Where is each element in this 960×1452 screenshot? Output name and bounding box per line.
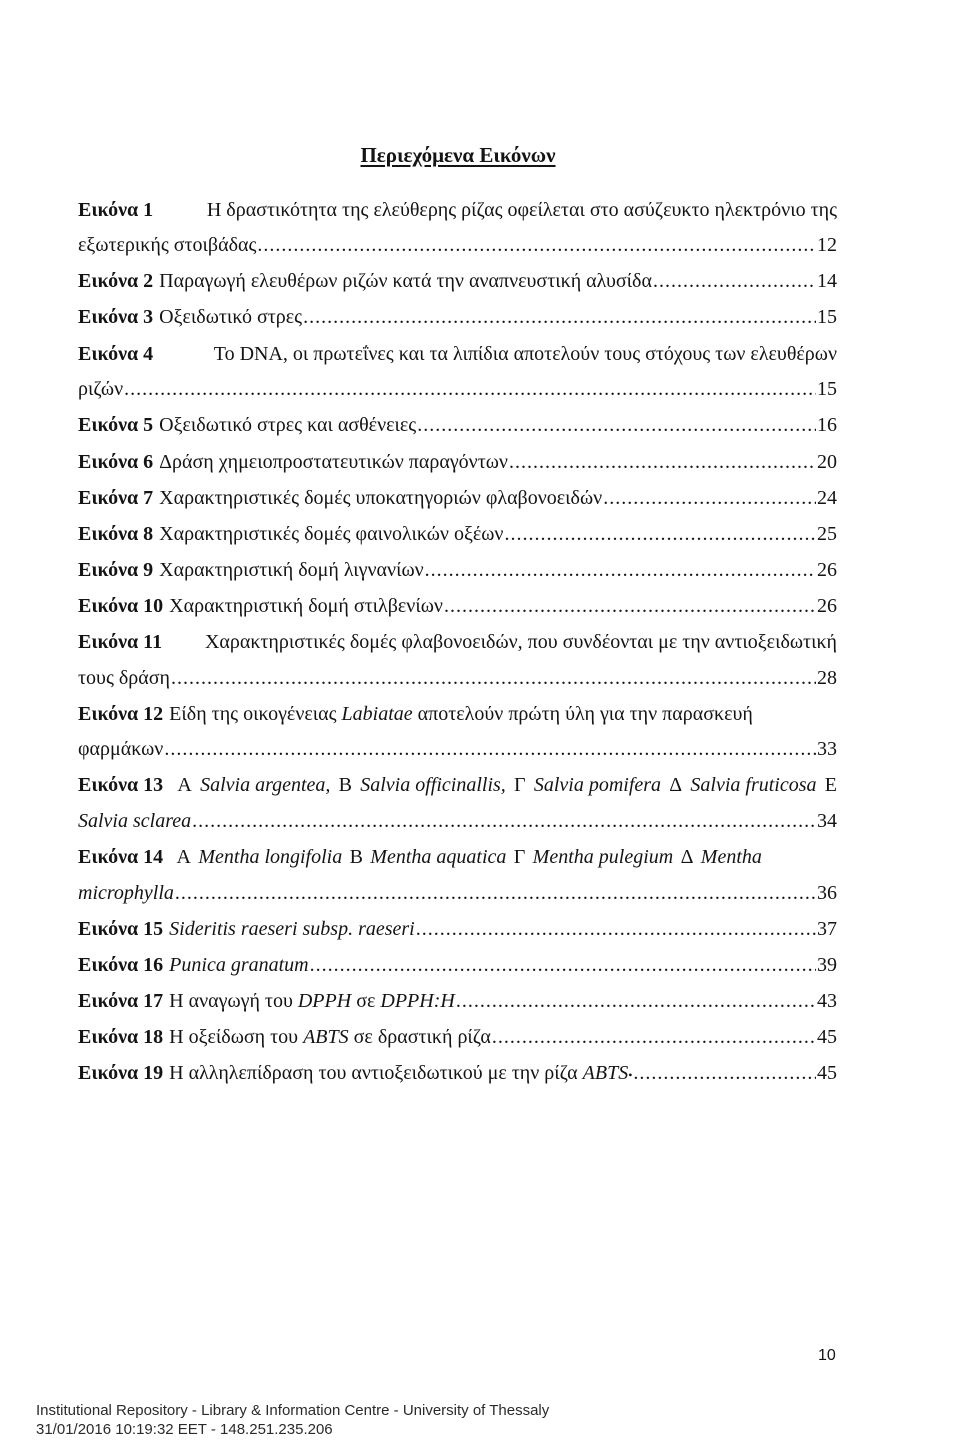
entry-label: Εικόνα 8 <box>78 523 154 545</box>
entry-letter: Γ <box>513 846 526 868</box>
species-name: Salvia argentea, <box>200 774 331 796</box>
species-name: Salvia officinallis, <box>360 774 506 796</box>
dot-leader <box>653 267 816 295</box>
entry-label: Εικόνα 13 <box>78 774 164 796</box>
entry-label: Εικόνα 7 <box>78 487 154 509</box>
toc-entry-13-line2[interactable] <box>78 807 837 835</box>
entry-label: Εικόνα 9 <box>78 559 154 581</box>
compound-name: DPPH <box>297 990 352 1012</box>
entry-label: Εικόνα 1 <box>78 199 154 221</box>
entry-page: 15 <box>817 378 837 400</box>
toc-entry-18[interactable] <box>78 1023 837 1051</box>
entry-text: Χαρακτηριστική δομή στιλβενίων <box>169 595 443 617</box>
entry-text: εξωτερικής στοιβάδας <box>78 234 257 256</box>
compound-name: DPPH:H <box>380 990 455 1012</box>
toc-entry-19[interactable] <box>78 1059 837 1087</box>
dot-leader <box>633 1059 816 1087</box>
entry-text: Χαρακτηριστικές δομές φλαβονοειδών, που συνδέονται με την αντιοξειδωτική <box>204 631 837 653</box>
entry-text: ριζών <box>78 378 124 400</box>
toc-entry-15[interactable] <box>78 915 837 943</box>
radical-dot: • <box>628 1068 633 1082</box>
entry-letter: Β <box>349 846 363 868</box>
entry-letter: Β <box>338 774 353 796</box>
entry-text: Είδη της οικογένειας <box>169 703 337 725</box>
entry-label: Εικόνα 17 <box>78 990 164 1012</box>
entry-page: 25 <box>817 523 837 545</box>
toc-entry-2[interactable] <box>78 267 837 295</box>
entry-page: 14 <box>817 270 837 292</box>
toc-entry-16[interactable] <box>78 951 837 979</box>
dot-leader <box>124 375 816 403</box>
entry-text: φαρμάκων <box>78 738 164 760</box>
dot-leader <box>509 448 816 476</box>
species-name: Mentha <box>700 846 762 868</box>
compound-name: ABTS <box>303 1026 349 1048</box>
species-name: Salvia sclarea <box>78 810 192 832</box>
entry-text: Η αναγωγή του <box>169 990 293 1012</box>
entry-label: Εικόνα 16 <box>78 954 164 976</box>
dot-leader <box>425 556 816 584</box>
footer-repository: Institutional Repository - Library & Information Centre - University of Thessaly <box>36 1402 550 1419</box>
species-name: Punica granatum <box>169 954 309 976</box>
toc-entry-8[interactable] <box>78 520 837 548</box>
entry-text: Το DNA, οι πρωτεΐνες και τα λιπίδια αποτελούν τους στόχους των ελευθέρων <box>213 343 837 365</box>
entry-label: Εικόνα 15 <box>78 918 164 940</box>
page-title: Περιεχόμενα Εικόνων <box>360 143 556 167</box>
dot-leader <box>164 735 816 763</box>
entry-letter: Α <box>177 774 192 796</box>
entry-label: Εικόνα 10 <box>78 595 164 617</box>
species-name: microphylla <box>78 882 174 904</box>
toc-entry-1-line1[interactable] <box>78 196 837 224</box>
entry-page: 28 <box>817 667 837 689</box>
dot-leader <box>504 520 816 548</box>
entry-page: 26 <box>817 595 837 617</box>
toc-entry-1-line2[interactable] <box>78 231 837 259</box>
dot-leader <box>603 484 816 512</box>
toc-entry-4-line1[interactable] <box>78 340 837 368</box>
entry-page: 45 <box>817 1062 837 1084</box>
dot-leader <box>417 411 816 439</box>
entry-label: Εικόνα 3 <box>78 306 154 328</box>
entry-text: Η οξείδωση του <box>169 1026 299 1048</box>
dot-leader <box>192 807 816 835</box>
entry-label: Εικόνα 2 <box>78 270 154 292</box>
entry-page: 20 <box>817 451 837 473</box>
dot-leader <box>416 915 816 943</box>
entry-page: 37 <box>817 918 837 940</box>
toc-entry-3[interactable] <box>78 303 837 331</box>
entry-text: Χαρακτηριστικές δομές υποκατηγοριών φλαβονοειδών <box>159 487 603 509</box>
toc-entry-10[interactable] <box>78 592 837 620</box>
toc-entry-9[interactable] <box>78 556 837 584</box>
dot-leader <box>456 987 816 1015</box>
entry-label: Εικόνα 19 <box>78 1062 164 1084</box>
entry-text: αποτελούν πρώτη ύλη για την παρασκευή <box>417 703 753 725</box>
entry-page: 36 <box>817 882 837 904</box>
species-name: Mentha aquatica <box>370 846 507 868</box>
entry-text: Χαρακτηριστικές δομές φαινολικών οξέων <box>159 523 504 545</box>
toc-entry-14-line2[interactable] <box>78 879 837 907</box>
species-name: Salvia pomifera <box>533 774 662 796</box>
entry-page: 33 <box>817 738 837 760</box>
dot-leader <box>175 879 816 907</box>
dot-leader <box>444 592 816 620</box>
entry-label: Εικόνα 5 <box>78 414 154 436</box>
dot-leader <box>257 231 816 259</box>
entry-letter: Α <box>176 846 191 868</box>
entry-page: 24 <box>817 487 837 509</box>
toc-entry-7[interactable] <box>78 484 837 512</box>
toc-entry-11-line1[interactable] <box>78 628 837 656</box>
entry-text: Η αλληλεπίδραση του αντιοξειδωτικού με την ρίζα <box>169 1062 578 1084</box>
dot-leader <box>303 303 816 331</box>
species-name: Mentha longifolia <box>198 846 343 868</box>
entry-text-italic: Labiatae <box>341 703 413 725</box>
footer-timestamp: 31/01/2016 10:19:32 EET - 148.251.235.206 <box>36 1421 333 1438</box>
entry-label: Εικόνα 6 <box>78 451 154 473</box>
toc-entry-12-line2[interactable] <box>78 735 837 763</box>
entry-page: 16 <box>817 414 837 436</box>
entry-label: Εικόνα 11 <box>78 631 163 653</box>
toc-entry-14-line1[interactable] <box>78 843 762 871</box>
entry-text: Παραγωγή ελευθέρων ριζών κατά την αναπνευστική αλυσίδα <box>159 270 652 292</box>
entry-text: Δράση χημειοπροστατευτικών παραγόντων <box>159 451 508 473</box>
entry-text: σε δραστική ρίζα <box>353 1026 491 1048</box>
toc-entry-6[interactable] <box>78 448 837 476</box>
entry-text: Η δραστικότητα της ελεύθερης ρίζας οφείλεται στο ασύζευκτο ηλεκτρόνιο της <box>206 199 837 221</box>
toc-entry-17[interactable] <box>78 987 837 1015</box>
dot-leader <box>492 1023 816 1051</box>
entry-label: Εικόνα 18 <box>78 1026 164 1048</box>
entry-page: 12 <box>817 234 837 256</box>
entry-page: 15 <box>817 306 837 328</box>
toc-entry-4-line2[interactable] <box>78 375 837 403</box>
entry-text: Οξειδωτικό στρες και ασθένειες <box>159 414 417 436</box>
compound-name: ABTS <box>582 1062 629 1084</box>
toc-entry-5[interactable] <box>78 411 837 439</box>
entry-text: Χαρακτηριστική δομή λιγνανίων <box>159 559 424 581</box>
entry-text: σε <box>356 990 376 1012</box>
toc-entry-11-line2[interactable] <box>78 664 837 692</box>
entry-letter: Δ <box>680 846 694 868</box>
entry-letter: Δ <box>669 774 683 796</box>
species-name: Salvia fruticosa <box>690 774 817 796</box>
entry-letter: Γ <box>514 774 526 796</box>
entry-text: Οξειδωτικό στρες <box>159 306 303 328</box>
entry-page: 34 <box>817 810 837 832</box>
page-number: 10 <box>818 1347 836 1364</box>
entry-page: 43 <box>817 990 837 1012</box>
toc-entry-12-line1[interactable] <box>78 700 837 728</box>
entry-letter: Ε <box>824 774 837 796</box>
entry-label: Εικόνα 14 <box>78 846 164 868</box>
entry-page: 45 <box>817 1026 837 1048</box>
dot-leader <box>310 951 816 979</box>
species-name: Sideritis raeseri subsp. raeseri <box>169 918 415 940</box>
entry-page: 39 <box>817 954 837 976</box>
entry-label: Εικόνα 4 <box>78 343 154 365</box>
entry-text: τους δράση <box>78 667 170 689</box>
entry-page: 26 <box>817 559 837 581</box>
species-name: Mentha pulegium <box>532 846 674 868</box>
toc-entry-13-line1[interactable] <box>78 771 837 799</box>
entry-label: Εικόνα 12 <box>78 703 164 725</box>
dot-leader <box>171 664 816 692</box>
